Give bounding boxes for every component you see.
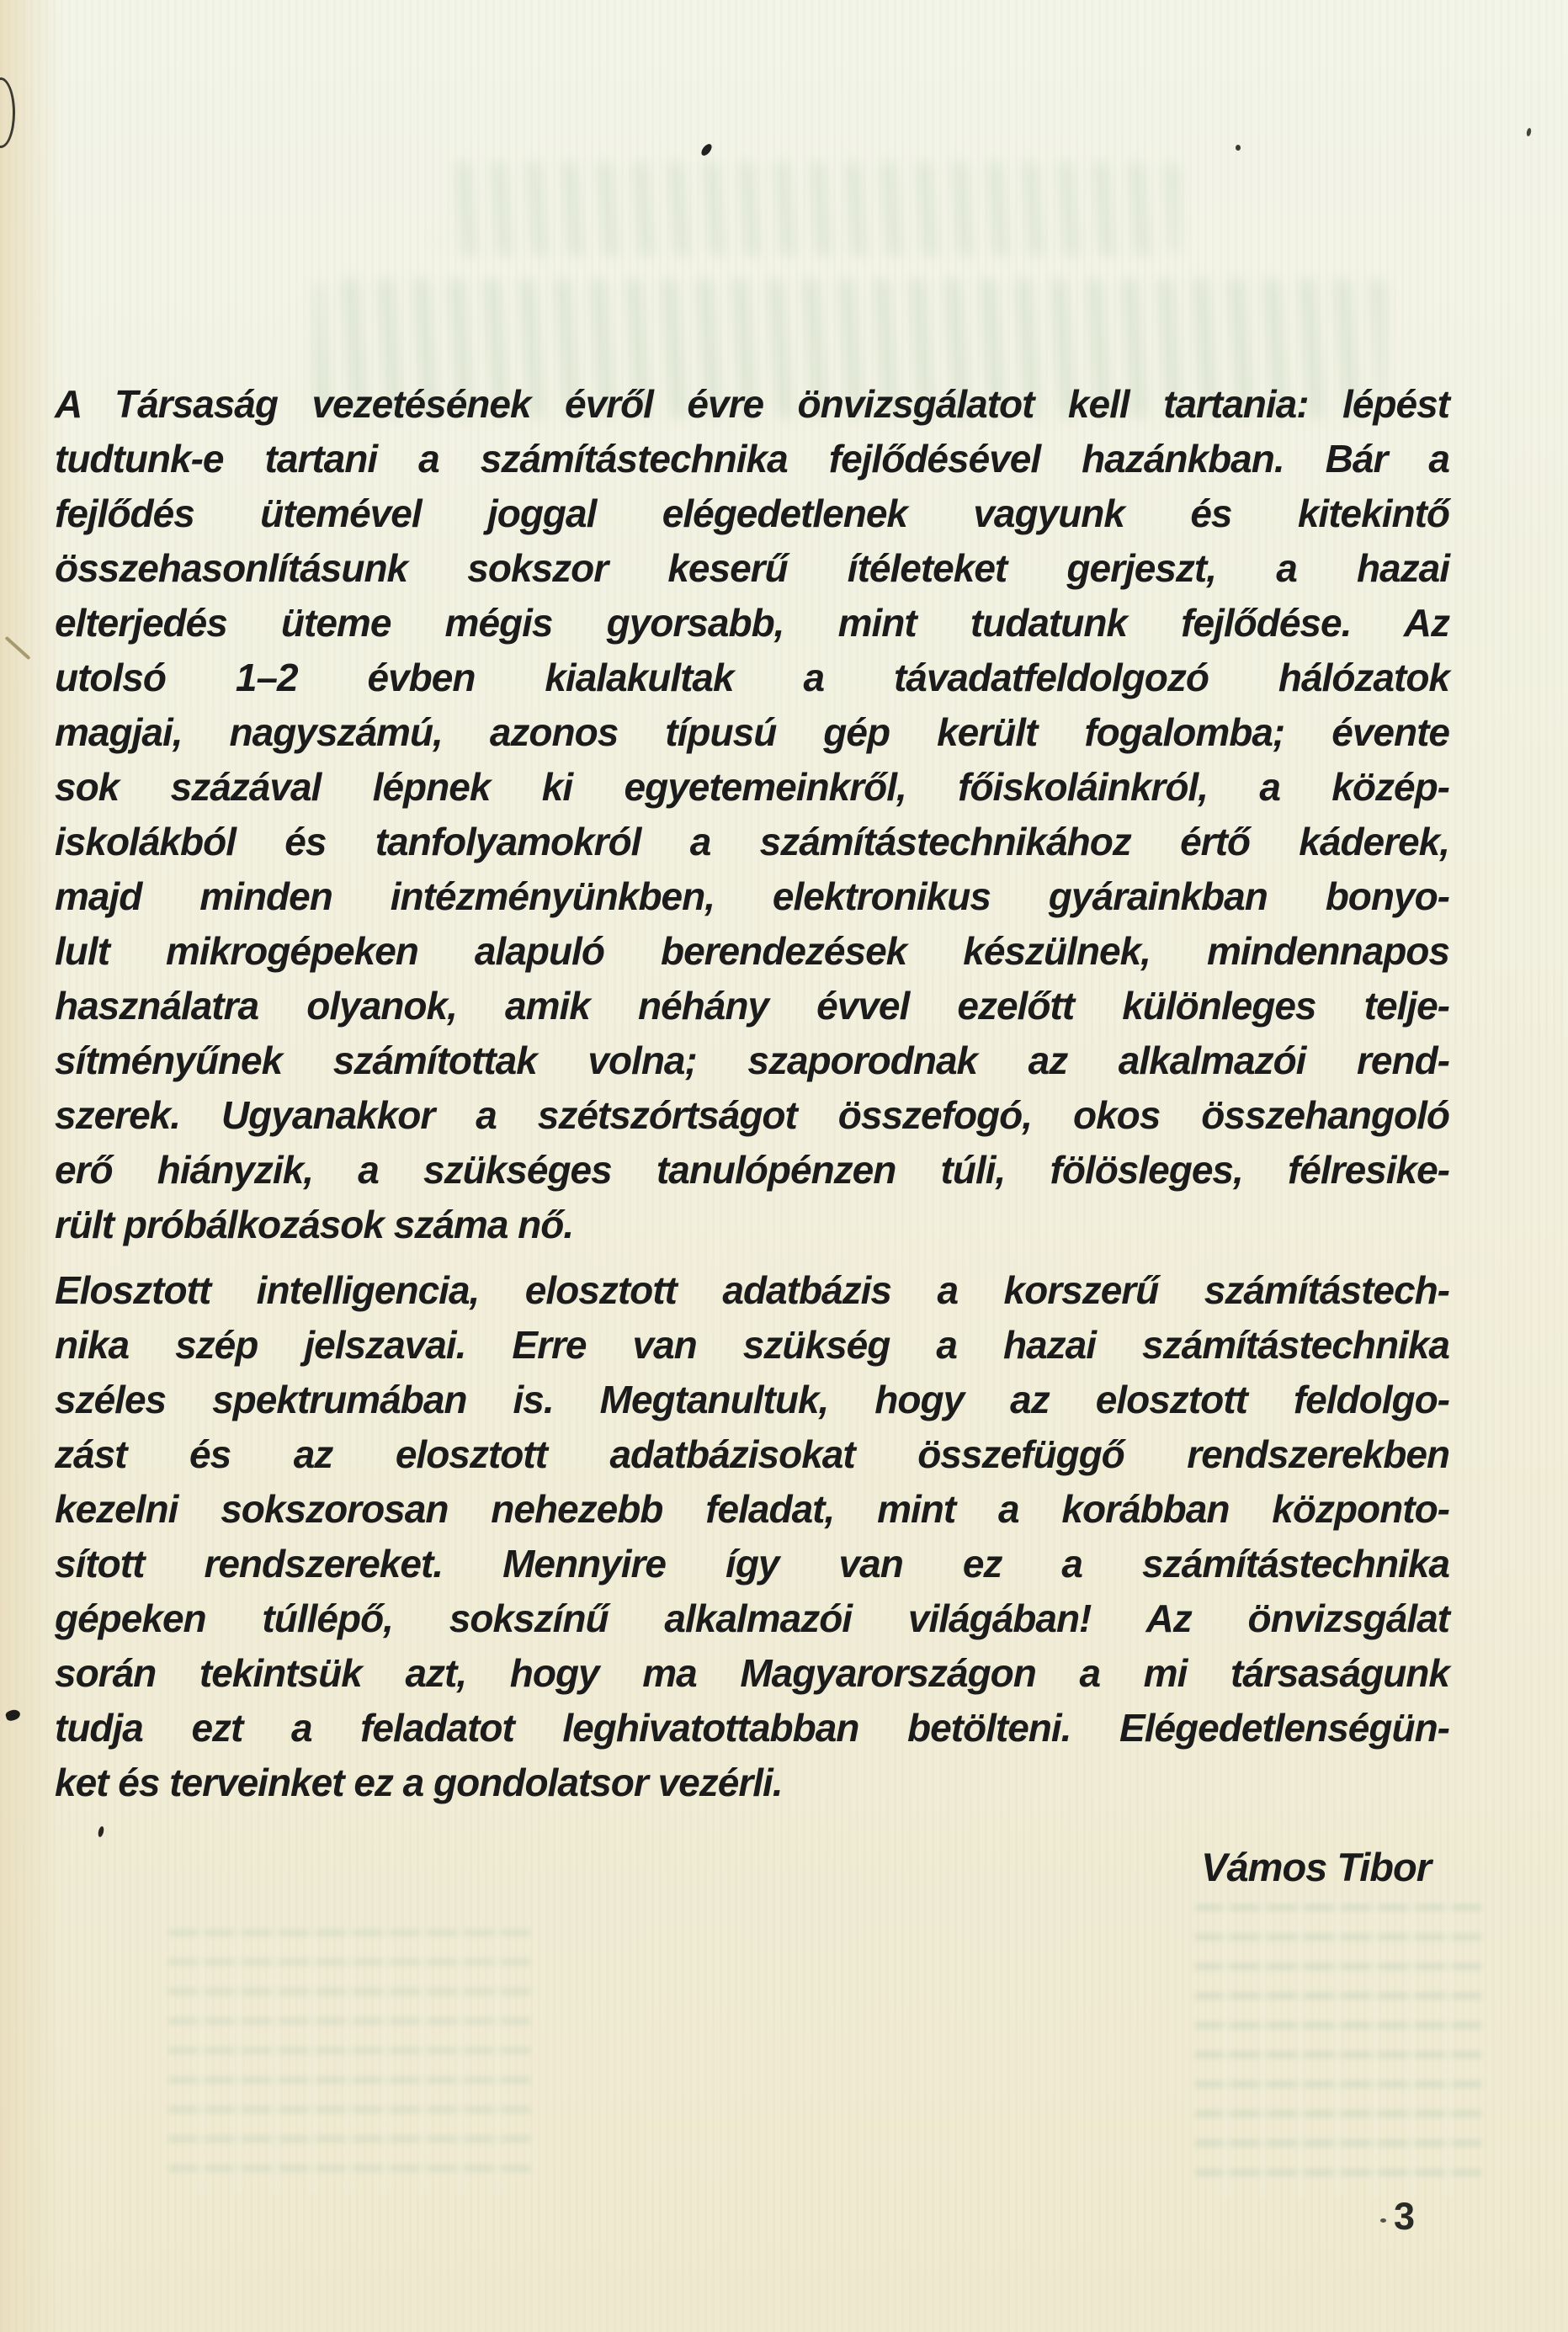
text-line: gépeken túllépő, sokszínű alkalmazói világában! Az önvizsgálat (55, 1596, 1449, 1640)
text-line: sítményűnek számítottak volna; szaporodnak az alkalmazói rend- (55, 1039, 1449, 1082)
text-line: zást és az elosztott adatbázisokat összefüggő rendszerekben (55, 1432, 1449, 1476)
text-line: szerek. Ugyanakkor a szétszórtságot összefogó, okos összehangoló (55, 1093, 1449, 1137)
ink-speck (699, 142, 714, 157)
text-line: rült próbálkozások száma nő. (55, 1203, 574, 1246)
text-line: utolsó 1–2 évben kialakultak a távadatfeldolgozó hálózatok (55, 656, 1449, 699)
text-line: iskolákból és tanfolyamokról a számítástechnikához értő káderek, (55, 820, 1449, 863)
showthrough-title-line-1 (438, 162, 1178, 256)
text-line: során tekintsük azt, hogy ma Magyarországon a mi társaságunk (55, 1651, 1449, 1695)
text-line: sok százával lépnek ki egyetemeinkről, főiskoláinkról, a közép- (55, 765, 1449, 809)
text-line: A Társaság vezetésének évről évre önvizsgálatot kell tartania: lépést (55, 382, 1449, 426)
text-line: tudtunk-e tartani a számítástechnika fejlődésével hazánkban. Bár a (55, 437, 1449, 481)
paper-fiber-mark (5, 636, 31, 660)
text-line: lult mikrogépeken alapuló berendezések készülnek, mindennapos (55, 929, 1449, 973)
foreword-text (55, 377, 1449, 1810)
text-line: ket és terveinket ez a gondolatsor vezérli. (55, 1761, 783, 1804)
text-line: nika szép jelszavai. Erre van szükség a hazai számítástechnika (55, 1323, 1449, 1367)
text-line: erő hiányzik, a szükséges tanulópénzen túli, fölösleges, félresike- (55, 1148, 1449, 1192)
paragraph-2 (55, 1263, 1449, 1810)
paragraph-1 (55, 377, 1449, 1252)
showthrough-column-right (1195, 1904, 1481, 2198)
showthrough-column-left (168, 1929, 530, 2194)
text-line: Elosztott intelligencia, elosztott adatbázis a korszerű számítástech- (55, 1268, 1449, 1312)
scan-edge-mark (0, 77, 15, 148)
text-line: fejlődés ütemével joggal elégedetlenek vagyunk és kitekintő (55, 491, 1449, 535)
text-line: széles spektrumában is. Megtanultuk, hogy az elosztott feldolgo- (55, 1378, 1449, 1421)
ink-speck (98, 1825, 105, 1837)
text-line: összehasonlításunk sokszor keserű ítéleteket gerjeszt, a hazai (55, 546, 1449, 590)
text-line: majd minden intézményünkben, elektronikus gyárainkban bonyo- (55, 874, 1449, 918)
ink-speck (1236, 145, 1241, 151)
text-line: magjai, nagyszámú, azonos típusú gép került fogalomba; évente (55, 710, 1449, 754)
text-line: sított rendszereket. Mennyire így van ez a számítástechnika (55, 1542, 1449, 1586)
author-signature: Vámos Tibor (1201, 1845, 1431, 1889)
text-line: kezelni sokszorosan nehezebb feladat, mint a korábban központo- (55, 1487, 1449, 1531)
text-line: használatra olyanok, amik néhány évvel ezelőtt különleges telje- (55, 984, 1449, 1028)
text-line: tudja ezt a feladatot leghivatottabban betölteni. Elégedetlenségün- (55, 1706, 1449, 1750)
ink-speck (1526, 128, 1532, 137)
text-line: elterjedés üteme mégis gyorsabb, mint tudatunk fejlődése. Az (55, 601, 1449, 645)
page-number: 3 (1394, 2195, 1416, 2238)
ink-speck (1380, 2218, 1386, 2223)
ink-speck (5, 1708, 22, 1723)
